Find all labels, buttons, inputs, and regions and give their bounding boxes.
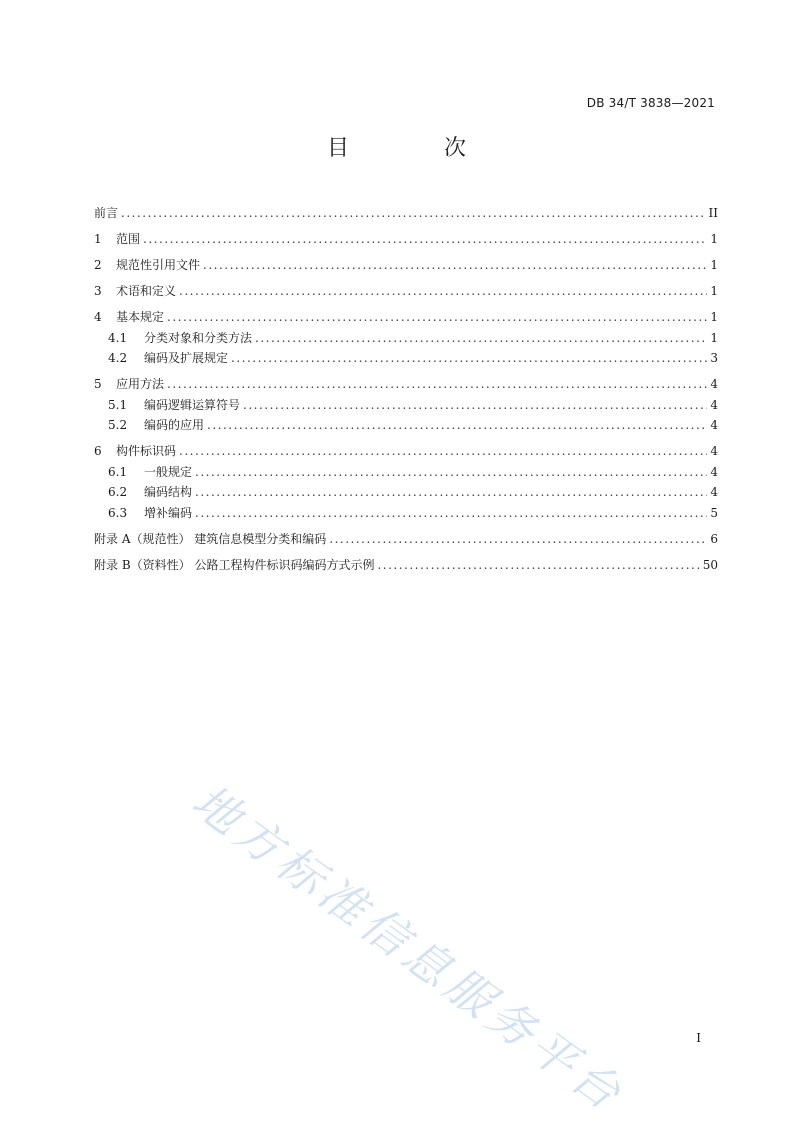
- toc-entry-4-1[interactable]: [94, 329, 718, 350]
- dot-leader: [195, 485, 707, 499]
- toc-entry-5-1[interactable]: [94, 396, 718, 417]
- toc-entry-label: 应用方法: [116, 377, 165, 391]
- toc-entry-label: 规范性引用文件: [116, 258, 201, 272]
- toc-entry-number: 5.2: [108, 418, 128, 432]
- toc-entry-page: 4: [710, 397, 718, 412]
- toc-entry-label: 编码的应用: [144, 418, 205, 432]
- toc-entry-page: 1: [710, 284, 718, 298]
- toc-entry-2[interactable]: [94, 256, 718, 277]
- dot-leader: [195, 465, 707, 479]
- toc-entry-number: 5: [94, 377, 102, 391]
- dot-leader: [243, 398, 707, 412]
- toc-entry-4-2[interactable]: [94, 349, 718, 370]
- toc-entry-label: 附录 A（规范性） 建筑信息模型分类和编码: [94, 531, 327, 546]
- dot-leader: [255, 331, 707, 345]
- toc-entry-6-3[interactable]: [94, 504, 718, 525]
- toc-entry-page: II: [708, 206, 718, 220]
- dot-leader: [179, 284, 707, 298]
- toc-entry-label: 编码及扩展规定: [144, 351, 229, 365]
- toc-entry-1[interactable]: [94, 230, 718, 251]
- toc-entry-page: 1: [710, 330, 718, 345]
- toc-entry-label: 前言: [94, 206, 119, 220]
- toc-entry-page: 6: [710, 531, 718, 546]
- dot-leader: [329, 532, 707, 546]
- toc-entry-number: 4.2: [108, 351, 128, 365]
- toc-entry-page: 4: [710, 377, 718, 391]
- toc-entry-label: 构件标识码: [116, 444, 177, 458]
- toc-entry-3[interactable]: [94, 282, 718, 303]
- toc-entry-page: 1: [710, 258, 718, 272]
- table-of-contents: [94, 204, 718, 576]
- toc-entry-page: 3: [710, 351, 718, 365]
- dot-leader: [121, 206, 706, 220]
- toc-entry-number: 6.2: [108, 485, 128, 499]
- dot-leader: [143, 232, 707, 246]
- toc-entry-label: 附录 B（资料性） 公路工程构件标识码编码方式示例: [94, 557, 375, 572]
- toc-entry-number: 1: [94, 232, 102, 246]
- toc-entry-page: 1: [710, 310, 718, 324]
- toc-entry-5-2[interactable]: [94, 416, 718, 437]
- toc-entry-page: 1: [710, 232, 718, 246]
- dot-leader: [231, 351, 707, 365]
- dot-leader: [167, 310, 707, 324]
- toc-entry-label: 分类对象和分类方法: [144, 330, 253, 345]
- toc-entry-label: 范围: [116, 232, 141, 246]
- toc-entry-number: 4.1: [108, 330, 128, 345]
- toc-entry-foreword[interactable]: [94, 204, 718, 225]
- toc-entry-appendix-b[interactable]: [94, 556, 718, 577]
- toc-entry-page: 4: [710, 464, 718, 479]
- toc-entry-6[interactable]: [94, 442, 718, 463]
- toc-entry-label: 基本规定: [116, 310, 165, 324]
- toc-entry-label: 一般规定: [144, 464, 193, 479]
- dot-leader: [195, 506, 707, 520]
- page-number: I: [696, 1031, 701, 1045]
- toc-entry-4[interactable]: [94, 308, 718, 329]
- toc-entry-number: 6: [94, 444, 102, 458]
- dot-leader: [179, 444, 707, 458]
- page-title: 目 次: [327, 136, 510, 161]
- dot-leader: [207, 418, 707, 432]
- toc-entry-page: 4: [710, 444, 718, 458]
- toc-entry-6-1[interactable]: [94, 463, 718, 484]
- toc-entry-label: 编码逻辑运算符号: [144, 397, 241, 412]
- toc-entry-appendix-a[interactable]: [94, 530, 718, 551]
- toc-entry-5[interactable]: [94, 375, 718, 396]
- dot-leader: [377, 558, 699, 572]
- toc-entry-label: 术语和定义: [116, 284, 177, 298]
- dot-leader: [203, 258, 707, 272]
- toc-entry-page: 50: [702, 557, 718, 572]
- toc-entry-page: 4: [710, 418, 718, 432]
- toc-entry-number: 5.1: [108, 397, 128, 412]
- toc-entry-number: 2: [94, 258, 102, 272]
- toc-entry-label: 编码结构: [144, 485, 193, 499]
- toc-entry-number: 4: [94, 310, 102, 324]
- toc-entry-6-2[interactable]: [94, 483, 718, 504]
- watermark: 地方标准信息服务平台: [182, 773, 635, 1123]
- dot-leader: [167, 377, 707, 391]
- toc-entry-page: 5: [710, 505, 718, 520]
- toc-entry-number: 6.1: [108, 464, 128, 479]
- toc-entry-label: 增补编码: [144, 505, 193, 520]
- standard-code: DB 34/T 3838—2021: [586, 96, 715, 110]
- toc-entry-number: 3: [94, 284, 102, 298]
- toc-entry-number: 6.3: [108, 505, 128, 520]
- toc-entry-page: 4: [710, 485, 718, 499]
